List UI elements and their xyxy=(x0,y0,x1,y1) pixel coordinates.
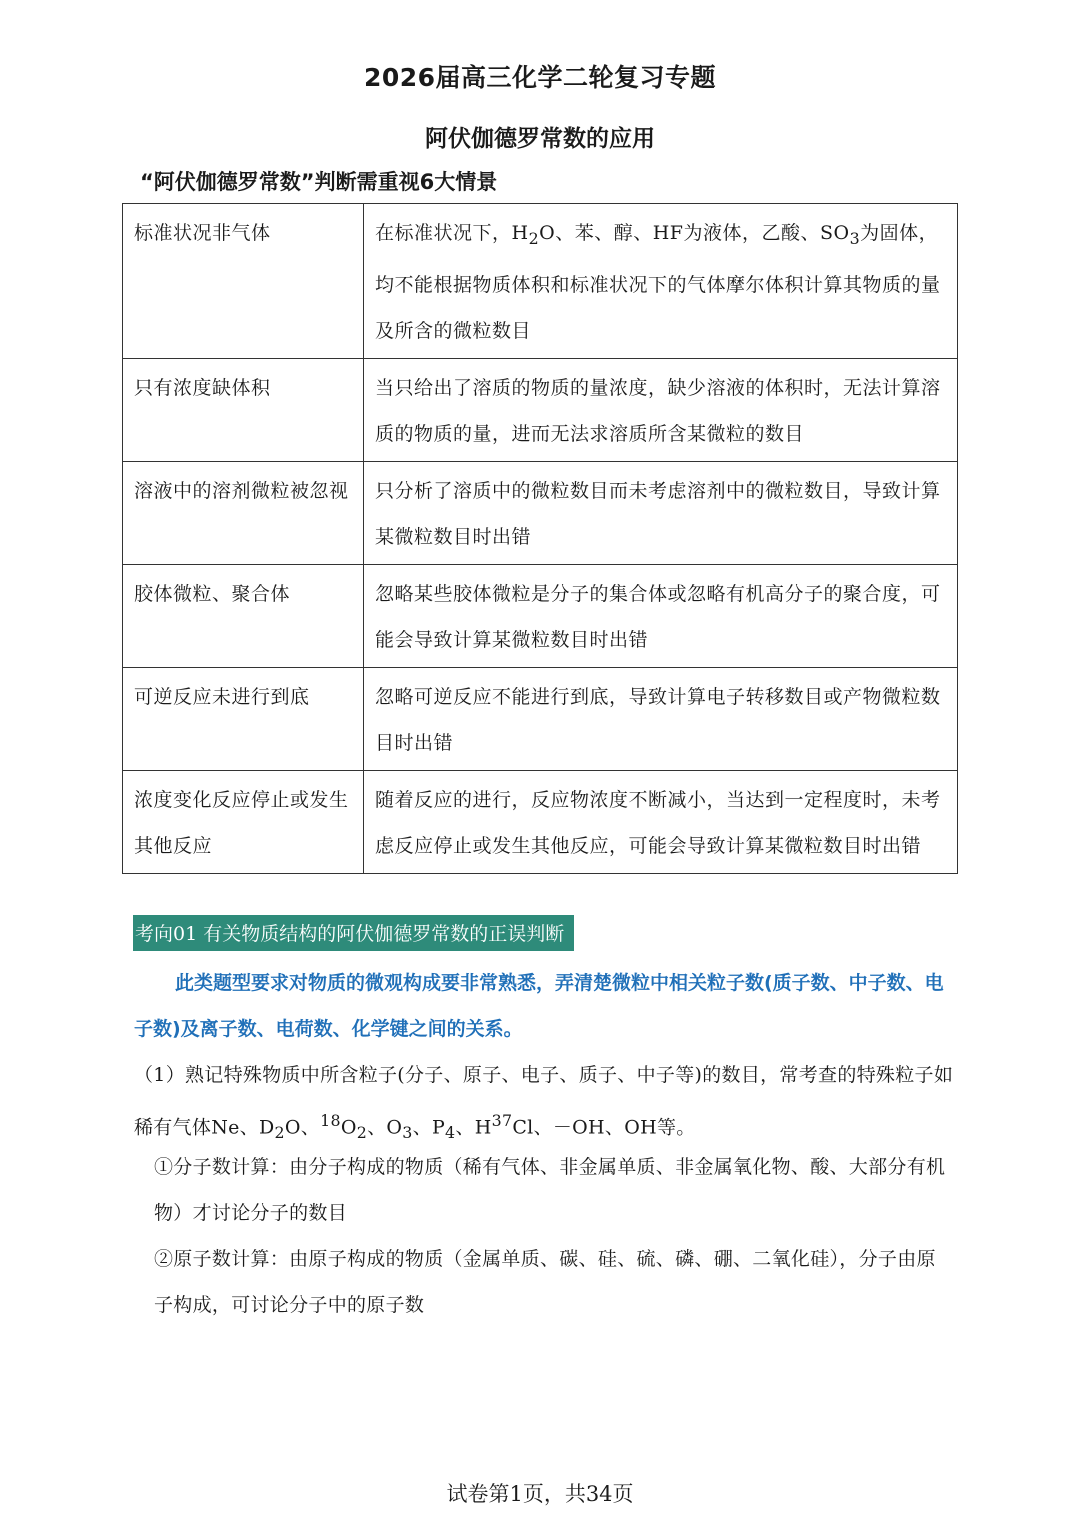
point-1-paragraph: （1）熟记特殊物质中所含粒子(分子、原子、电子、质子、中子等)的数目，常考查的特殊粒子如稀有气体Ne、$D_2O$、$^{18}O_2$、$O_3$、$P_4$、$H^{37}Cl$、－OH、OH等。 xyxy=(134,1064,954,1143)
scenario-explanation: 忽略可逆反应不能进行到底，导致计算电子转移数目或产物微粒数目时出错 xyxy=(364,667,958,770)
table-row xyxy=(123,564,958,667)
table-row xyxy=(123,667,958,770)
page-footer: 试卷第1页，共34页 xyxy=(446,1482,634,1506)
document-subtitle: 阿伏伽德罗常数的应用 xyxy=(425,126,655,152)
table-row xyxy=(123,358,958,461)
scenario-explanation: 当只给出了溶质的物质的量浓度，缺少溶液的体积时，无法计算溶质的物质的量，进而无法求溶质所含某微粒的数目 xyxy=(364,358,958,461)
scenario-name: 溶液中的溶剂微粒被忽视 xyxy=(123,461,364,564)
document-title: 2026届高三化学二轮复习专题 xyxy=(363,63,717,92)
table-caption: “阿伏伽德罗常数”判断需重视6大情景 xyxy=(140,170,498,194)
section-heading: 考向01 有关物质结构的阿伏伽德罗常数的正误判断 xyxy=(133,915,574,951)
scenario-table xyxy=(122,203,958,874)
table-row xyxy=(123,461,958,564)
scenario-explanation: 在标准状况下，$H_2O$、苯、醇、HF为液体，乙酸、$SO_3$为固体，均不能根据物质体积和标准状况下的气体摩尔体积计算其物质的量及所含的微粒数目 xyxy=(364,204,958,359)
scenario-name: 胶体微粒、聚合体 xyxy=(123,564,364,667)
scenario-name: 标准状况非气体 xyxy=(123,204,364,359)
scenario-name: 只有浓度缺体积 xyxy=(123,358,364,461)
scenario-explanation: 随着反应的进行，反应物浓度不断减小，当达到一定程度时，未考虑反应停止或发生其他反应，可能会导致计算某微粒数目时出错 xyxy=(364,770,958,873)
scenario-explanation: 只分析了溶质中的微粒数目而未考虑溶剂中的微粒数目，导致计算某微粒数目时出错 xyxy=(364,461,958,564)
section-intro: 此类题型要求对物质的微观构成要非常熟悉，弄清楚微粒中相关粒子数(质子数、中子数、电子数)及离子数、电荷数、化学键之间的关系。 xyxy=(134,972,944,1040)
table-row xyxy=(123,204,958,359)
point-3-paragraph: ②原子数计算：由原子构成的物质（金属单质、碳、硅、硫、磷、硼、二氧化硅），分子由原子构成，可讨论分子中的原子数 xyxy=(154,1248,936,1316)
table-row xyxy=(123,770,958,873)
scenario-name: 可逆反应未进行到底 xyxy=(123,667,364,770)
scenario-name: 浓度变化反应停止或发生其他反应 xyxy=(123,770,364,873)
point-2-paragraph: ①分子数计算：由分子构成的物质（稀有气体、非金属单质、非金属氧化物、酸、大部分有机物）才讨论分子的数目 xyxy=(154,1156,946,1224)
scenario-explanation: 忽略某些胶体微粒是分子的集合体或忽略有机高分子的聚合度，可能会导致计算某微粒数目时出错 xyxy=(364,564,958,667)
